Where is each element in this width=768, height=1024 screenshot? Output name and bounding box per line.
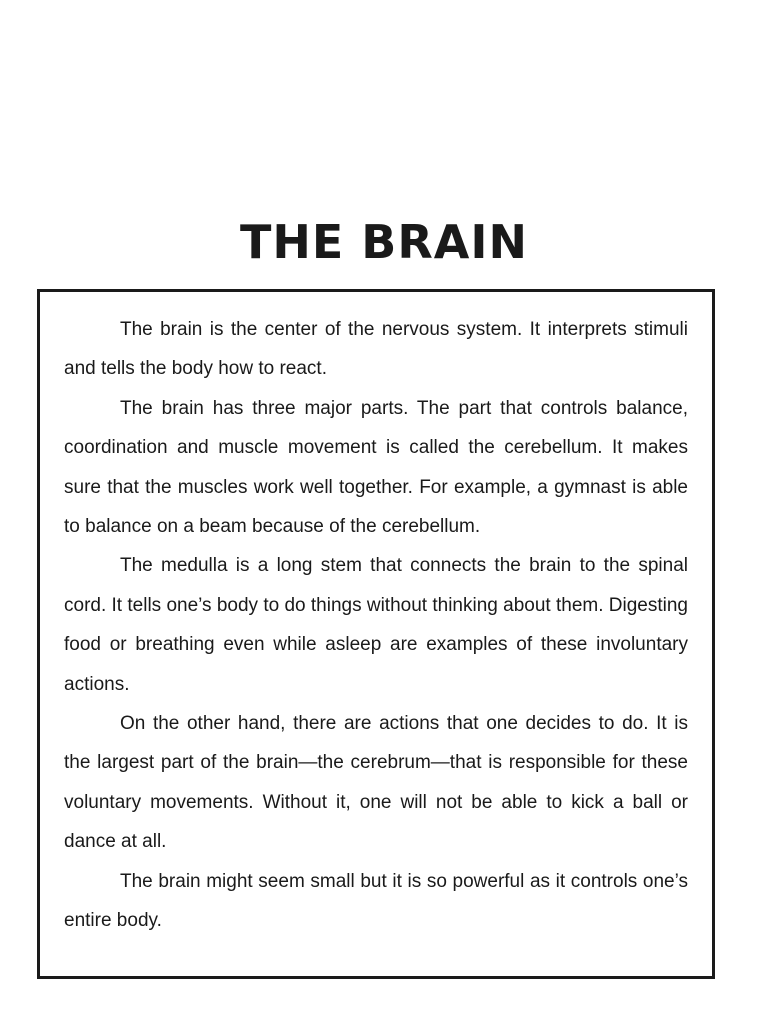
paragraph-4: On the other hand, there are actions that one decides to do. It is the largest part of the brain—the cerebrum—that is responsible for these voluntary movements. Without it, one will not be able to kick a ball or dance at all. [64,713,688,853]
paragraph-5: The brain might seem small but it is so powerful as it controls one’s entire body. [64,870,688,932]
paragraph-3: The medulla is a long stem that connects the brain to the spinal cord. It tells one’s body to do things without thinking about them. Digesting food or breathing even while asleep are examples of these involuntary actions. [64,555,688,695]
page-title: THE BRAIN [239,215,528,269]
paragraph-1: The brain is the center of the nervous system. It interprets stimuli and tells the body how to react. [64,319,688,380]
paragraph-2: The brain has three major parts. The part that controls balance, coordination and muscle movement is called the cerebellum. It makes sure that the muscles work well together. For example, a gymnast is able to balance on a beam because of the cerebellum. [64,397,688,538]
text-box [37,289,715,979]
